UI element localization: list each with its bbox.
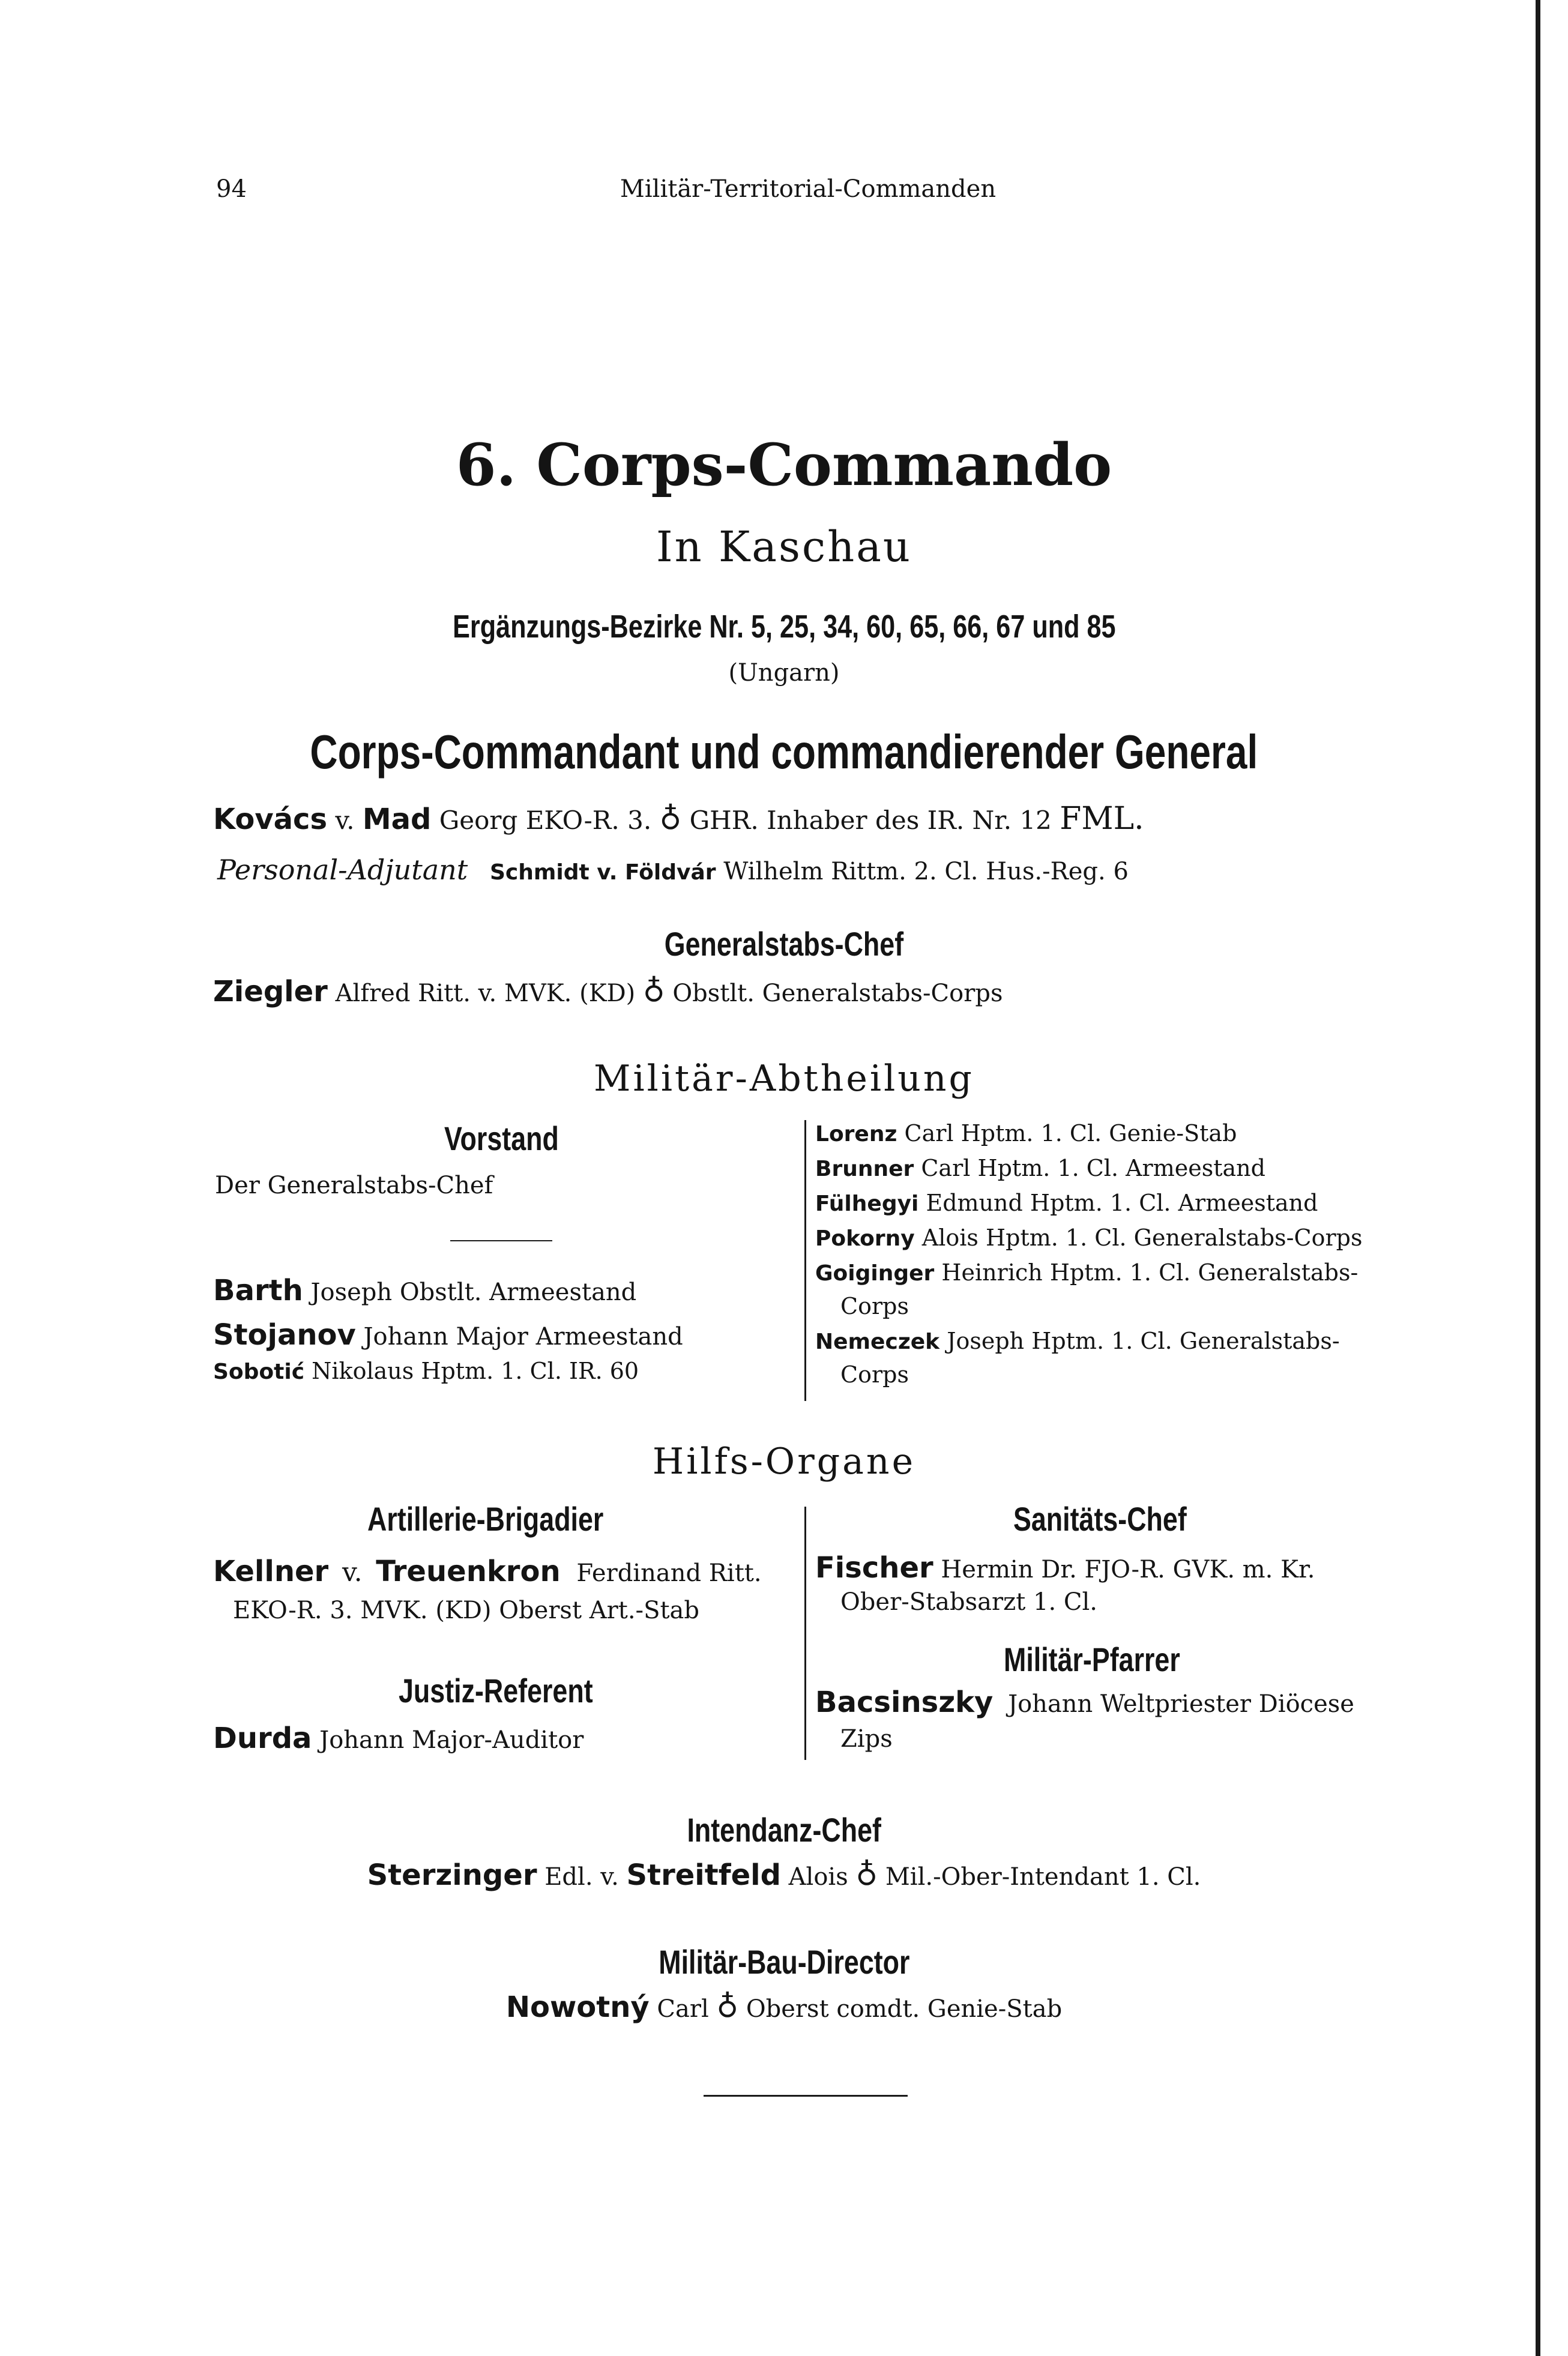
justice-name: Durda (213, 1722, 312, 1755)
member-details-continuation: Corps (840, 1293, 909, 1319)
construction-heading-text: Militär-Bau-Director (658, 1943, 910, 1981)
divider (450, 1240, 552, 1241)
commandant-entry (213, 801, 1144, 837)
list-item (815, 1259, 1358, 1286)
order-symbol-icon: ♁ (659, 801, 682, 836)
member-name: Pokorny (815, 1226, 915, 1251)
list-item (213, 1318, 683, 1352)
justice-details: Johann Major-Auditor (319, 1726, 584, 1754)
chaplain-details-b: Zips (840, 1725, 893, 1753)
member-details: Joseph Obstlt. Armeestand (310, 1279, 637, 1306)
staff-chief-details-a: Alfred Ritt. v. MVK. (KD) (335, 980, 636, 1007)
list-item (815, 1225, 1362, 1251)
artillery-name1: Kellner (213, 1555, 329, 1588)
artillery-details-a: Ferdinand Ritt. (576, 1559, 762, 1587)
artillery-heading-text: Artillerie-Brigadier (367, 1500, 604, 1538)
artillery-entry (213, 1555, 762, 1588)
justice-entry (213, 1722, 583, 1755)
vorstand-heading-text: Vorstand (444, 1119, 559, 1157)
member-details: Alois Hptm. 1. Cl. Generalstabs-Corps (921, 1225, 1363, 1251)
chaplain-name: Bacsinszky (815, 1686, 994, 1719)
artillery-particle: v. (342, 1557, 363, 1588)
list-item (213, 1274, 636, 1307)
chaplain-details-a: Johann Weltpriester Diöcese (1008, 1690, 1354, 1718)
commandant-name2: Mad (362, 803, 432, 836)
column-divider (804, 1120, 806, 1401)
member-name: Brunner (815, 1157, 914, 1181)
medical-name: Fischer (815, 1551, 933, 1585)
page-title: 6. Corps-Commando (456, 431, 1112, 499)
staff-chief-name: Ziegler (213, 975, 328, 1008)
commandant-heading-text: Corps-Commandant und commandierender General (310, 725, 1258, 779)
chaplain-entry (815, 1686, 1354, 1719)
districts-text: Ergänzungs-Bezirke Nr. 5, 25, 34, 60, 65, 66, 67 und 85 (452, 609, 1116, 645)
member-details: Carl Hptm. 1. Cl. Genie-Stab (904, 1120, 1237, 1146)
commandant-details-a: Georg EKO-R. 3. (439, 806, 652, 835)
adjutant-label: Personal-Adjutant (217, 854, 468, 886)
construction-details-a: Carl (657, 1995, 709, 2023)
commandant-details-b: GHR. Inhaber des IR. Nr. 12 (689, 806, 1052, 835)
intendance-entry (0, 1857, 1568, 1892)
medical-details-a: Hermin Dr. FJO-R. GVK. m. Kr. (941, 1556, 1315, 1583)
construction-heading (0, 1942, 1568, 1982)
medical-heading-text: Sanitäts-Chef (1013, 1500, 1187, 1538)
member-name: Fülhegyi (815, 1192, 919, 1216)
member-name: Stojanov (213, 1318, 356, 1352)
end-rule (704, 2095, 908, 2097)
member-details: Joseph Hptm. 1. Cl. Generalstabs- (947, 1328, 1340, 1354)
member-details: Nikolaus Hptm. 1. Cl. IR. 60 (312, 1358, 639, 1384)
commandant-particle: v. (335, 806, 355, 835)
order-symbol-icon: ♁ (642, 974, 665, 1008)
intendance-particle: Edl. v. (544, 1863, 619, 1891)
member-details: Carl Hptm. 1. Cl. Armeestand (921, 1155, 1265, 1181)
commandant-rank: FML. (1060, 801, 1144, 837)
medical-heading (1013, 1499, 1230, 1539)
member-details: Heinrich Hptm. 1. Cl. Generalstabs- (941, 1259, 1358, 1286)
region-note: (Ungarn) (728, 659, 840, 687)
member-name: Sobotić (213, 1360, 305, 1384)
construction-name: Nowotný (505, 1990, 650, 2024)
list-item (815, 1155, 1265, 1181)
staff-chief-heading-text: Generalstabs-Chef (664, 925, 904, 963)
chaplain-heading-text: Militär-Pfarrer (1004, 1640, 1180, 1678)
adjutant-entry (217, 854, 1129, 886)
military-dept-heading: Militär-Abtheilung (594, 1058, 974, 1100)
intendance-heading (0, 1810, 1568, 1850)
commandant-heading (0, 724, 1568, 780)
member-name: Lorenz (815, 1122, 897, 1146)
list-item (815, 1120, 1237, 1146)
member-details-continuation: Corps (840, 1361, 909, 1388)
medical-details-b: Ober-Stabsarzt 1. Cl. (840, 1588, 1097, 1616)
districts-line (0, 607, 1568, 645)
staff-chief-entry (213, 974, 1003, 1008)
construction-details-b: Oberst comdt. Genie-Stab (746, 1995, 1063, 2023)
list-item (815, 1190, 1318, 1216)
list-item (213, 1358, 639, 1384)
construction-entry (0, 1989, 1568, 2024)
staff-chief-heading (0, 924, 1568, 964)
running-title: Militär-Territorial-Commanden (620, 175, 997, 203)
commandant-name1: Kovács (213, 803, 328, 836)
member-name: Goiginger (815, 1261, 935, 1286)
column-divider (804, 1507, 806, 1760)
member-details: Edmund Hptm. 1. Cl. Armeestand (926, 1190, 1318, 1216)
adjutant-name: Schmidt v. Földvár (490, 860, 716, 885)
page-number: 94 (216, 175, 247, 203)
intendance-name2: Streitfeld (626, 1858, 781, 1892)
intendance-name1: Sterzinger (367, 1858, 537, 1892)
artillery-details-b: EKO-R. 3. MVK. (KD) Oberst Art.-Stab (233, 1597, 699, 1624)
intendance-details-b: Mil.-Ober-Intendant 1. Cl. (885, 1863, 1201, 1891)
medical-entry (815, 1551, 1315, 1585)
artillery-heading (367, 1499, 663, 1539)
location-subtitle: In Kaschau (656, 522, 912, 571)
member-name: Barth (213, 1274, 303, 1307)
list-item (815, 1328, 1340, 1354)
member-name: Nemeczek (815, 1330, 940, 1354)
staff-chief-details-b: Obstlt. Generalstabs-Corps (672, 980, 1003, 1007)
artillery-name2: Treuenkron (376, 1555, 561, 1588)
justice-heading-text: Justiz-Referent (399, 1672, 593, 1710)
order-symbol-icon: ♁ (855, 1857, 878, 1892)
order-symbol-icon: ♁ (716, 1989, 739, 2024)
intendance-details-a: Alois (788, 1863, 848, 1891)
justice-heading (399, 1671, 642, 1711)
vorstand-heading (444, 1119, 588, 1158)
auxiliary-heading: Hilfs-Organe (652, 1441, 916, 1483)
member-details: Johann Major Armeestand (363, 1323, 683, 1351)
adjutant-details: Wilhelm Rittm. 2. Cl. Hus.-Reg. 6 (723, 858, 1129, 885)
chaplain-heading (1004, 1640, 1224, 1680)
intendance-heading-text: Intendanz-Chef (687, 1811, 881, 1849)
vorstand-text: Der Generalstabs-Chef (215, 1172, 493, 1199)
